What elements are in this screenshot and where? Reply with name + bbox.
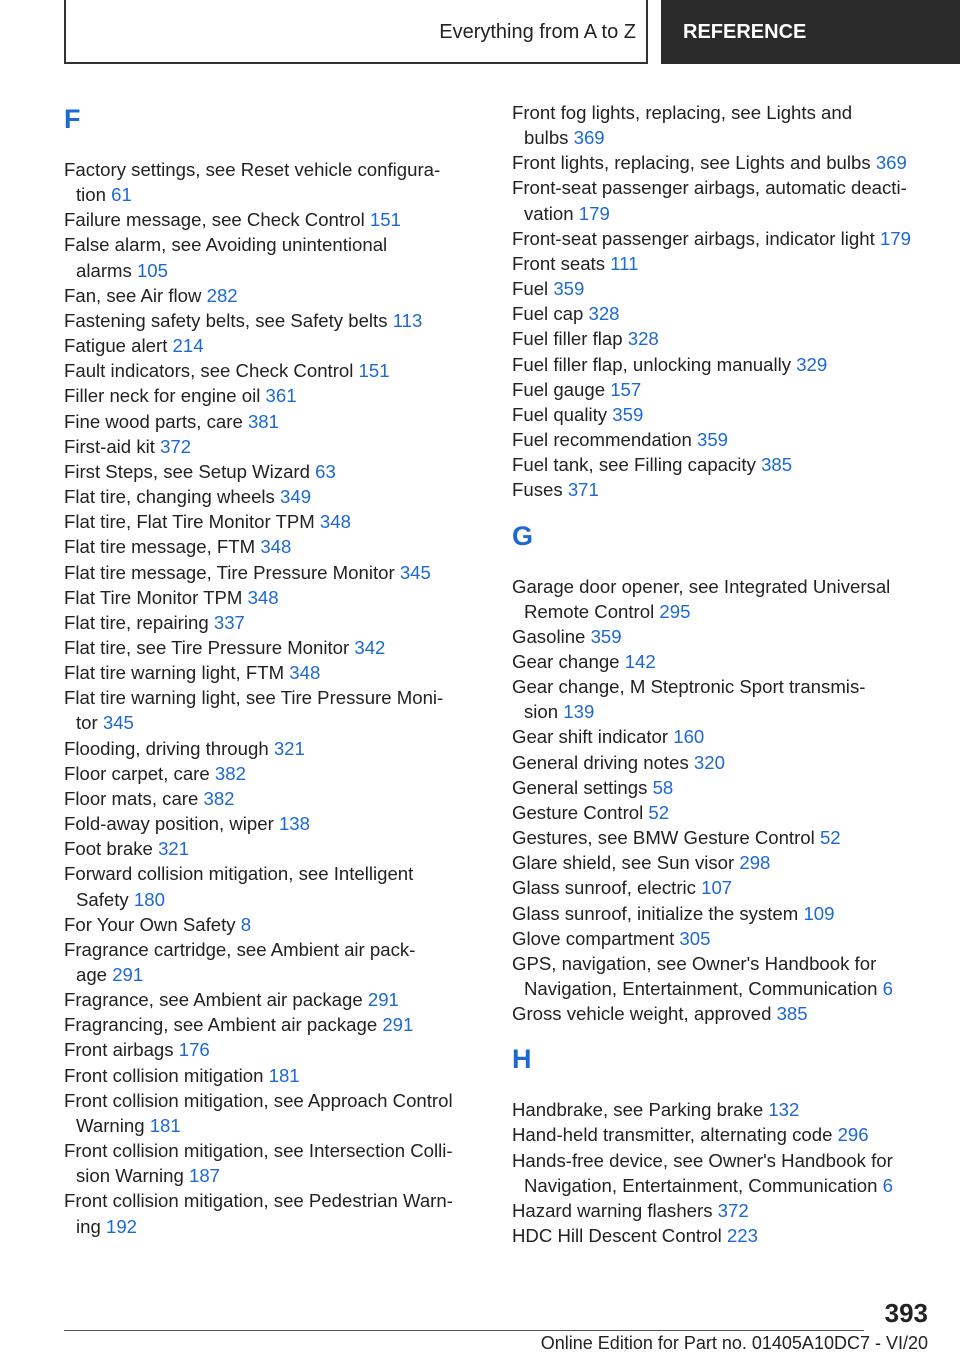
page-number: 393 <box>884 1298 928 1328</box>
index-entry-text: Flat tire warning light, FTM <box>64 662 285 684</box>
index-entry-text: Hazard warning flashers <box>512 1199 713 1221</box>
index-entry <box>512 901 932 926</box>
index-entry <box>512 175 932 225</box>
index-entry-text: Fuel filler flap <box>512 328 623 350</box>
page-reference-link[interactable]: 348 <box>319 511 351 533</box>
page-reference-link[interactable]: 132 <box>768 1099 800 1121</box>
index-entry-text: Fault indicators, see Check Control <box>64 360 354 382</box>
page-reference-link[interactable]: 291 <box>112 964 144 985</box>
index-entry <box>512 301 932 326</box>
index-entry-text: Fuel filler flap, unlocking manually <box>512 353 792 375</box>
index-entry <box>64 207 474 232</box>
index-entry <box>64 811 474 836</box>
index-entry <box>64 1012 474 1037</box>
index-entry-text: Gross vehicle weight, approved <box>512 1003 772 1025</box>
index-entry-text: Fastening safety belts, see Safety belts <box>64 309 388 331</box>
index-entry-text: Foot brake <box>64 838 153 860</box>
index-entry-text: Fold-away position, wiper <box>64 813 274 835</box>
index-entry-text: Failure message, see Check Control <box>64 209 365 231</box>
index-entry <box>512 850 932 875</box>
index-entry-text: First Steps, see Setup Wizard <box>64 460 310 482</box>
page-reference-link[interactable]: 371 <box>567 479 599 501</box>
index-entry-text: Warning <box>76 1114 145 1136</box>
index-entry <box>64 1088 474 1138</box>
index-entry-text: Gasoline <box>512 625 586 647</box>
index-entry-text: Front lights, replacing, see Lights and bulbs <box>512 152 871 174</box>
page-reference-link[interactable]: 382 <box>203 787 235 809</box>
index-entry-text: Fine wood parts, care <box>64 410 243 432</box>
index-entry <box>64 987 474 1012</box>
page-reference-link[interactable]: 372 <box>717 1199 749 1221</box>
index-entry <box>64 761 474 786</box>
index-entry-text: Fuel quality <box>512 403 608 425</box>
index-entry-text: False alarm, see Avoiding unintentional <box>64 234 388 256</box>
index-entry <box>512 674 932 724</box>
index-entry-text: Fuses <box>512 479 563 501</box>
page-reference-link[interactable]: 138 <box>278 813 310 835</box>
index-entry <box>64 861 474 911</box>
page-reference-link[interactable]: 369 <box>875 152 907 174</box>
index-entry <box>512 775 932 800</box>
page-reference-link[interactable]: 361 <box>265 385 297 407</box>
index-entry-text: Floor carpet, care <box>64 762 210 784</box>
page-reference-link[interactable]: 282 <box>206 284 238 306</box>
index-entry-text: Front collision mitigation <box>64 1064 264 1086</box>
page-reference-link[interactable]: 179 <box>578 202 610 224</box>
index-entry-text: tion <box>76 184 106 206</box>
header-section-title: Everything from A to Z <box>439 20 636 43</box>
index-entry-text: Glass sunroof, initialize the system <box>512 902 799 924</box>
index-entry-text: Front collision mitigation, see Approach Control <box>64 1089 453 1111</box>
page-reference-link[interactable]: 345 <box>399 561 431 583</box>
index-letter-heading: F <box>64 104 81 134</box>
index-entry-text: Fragrance, see Ambient air package <box>64 989 363 1011</box>
index-entry <box>512 1097 932 1122</box>
index-entry <box>64 484 474 509</box>
index-entry <box>64 534 474 559</box>
index-entry <box>64 1188 474 1238</box>
page-reference-link[interactable]: 321 <box>273 737 305 759</box>
page-reference-link[interactable]: 359 <box>590 625 622 647</box>
index-entry <box>512 427 932 452</box>
index-entry <box>512 750 932 775</box>
page-reference-link[interactable]: 180 <box>133 888 165 910</box>
index-entry-text: Safety <box>76 888 129 910</box>
index-entry <box>512 377 932 402</box>
page-reference-link[interactable]: 61 <box>111 184 132 206</box>
index-entry-text: Flat tire, repairing <box>64 611 209 633</box>
index-entry-text: Fuel <box>512 278 549 300</box>
index-column-left <box>64 100 474 1239</box>
index-entry-text: Front seats <box>512 252 606 274</box>
page-reference-link[interactable]: 328 <box>627 328 659 350</box>
index-entry <box>512 150 932 175</box>
index-entry-text: Glass sunroof, electric <box>512 877 696 899</box>
index-entry <box>64 610 474 635</box>
index-entry-text: HDC Hill Descent Control <box>512 1225 722 1247</box>
page-reference-link[interactable]: 111 <box>610 252 639 274</box>
index-entry-text: Flat tire, see Tire Pressure Monitor <box>64 636 350 658</box>
index-entry-text: Glare shield, see Sun visor <box>512 852 735 874</box>
page-reference-link[interactable]: 359 <box>697 429 729 451</box>
page-reference-link[interactable]: 372 <box>160 435 192 457</box>
index-entry <box>512 402 932 427</box>
index-entry <box>512 624 932 649</box>
page-reference-link[interactable]: 151 <box>369 209 401 231</box>
index-entry <box>512 1198 932 1223</box>
page-reference-link[interactable]: 63 <box>315 460 336 482</box>
index-entry-text: Navigation, Entertainment, Communication <box>524 1174 878 1196</box>
index-entry <box>64 157 474 207</box>
page-reference-link[interactable]: 187 <box>189 1165 221 1187</box>
page-reference-link[interactable]: 381 <box>247 410 279 432</box>
index-entry-text: GPS, navigation, see Owner's Handbook for <box>512 952 877 974</box>
page-reference-link[interactable]: 181 <box>149 1114 181 1136</box>
index-entry <box>512 875 932 900</box>
index-entry-text: Hand-held transmitter, alternating code <box>512 1124 833 1146</box>
page-reference-link[interactable]: 305 <box>679 927 711 949</box>
index-entry-text: age <box>76 964 108 985</box>
index-entry-text: Flat tire, changing wheels <box>64 486 275 508</box>
index-entry-text: Forward collision mitigation, see Intelligent <box>64 863 414 885</box>
index-entry <box>64 1138 474 1188</box>
index-entry <box>512 951 932 1001</box>
index-entry-text: Front airbags <box>64 1039 174 1061</box>
index-entry-text: Flat tire warning light, see Tire Pressure Moni‐ <box>64 687 444 709</box>
index-entry <box>64 358 474 383</box>
page-reference-link[interactable]: 107 <box>701 877 733 899</box>
index-entry <box>64 232 474 282</box>
page-reference-link[interactable]: 295 <box>659 600 691 622</box>
index-entry-text: Front collision mitigation, see Intersection Colli‐ <box>64 1140 453 1162</box>
index-entry-text: Flat tire message, FTM <box>64 536 256 558</box>
index-entry <box>512 251 932 276</box>
index-entry <box>64 585 474 610</box>
page-reference-link[interactable]: 369 <box>573 127 605 149</box>
index-entry <box>64 283 474 308</box>
page-reference-link[interactable]: 8 <box>240 913 252 935</box>
page-reference-link[interactable]: 214 <box>172 335 204 357</box>
page-reference-link[interactable]: 142 <box>624 650 656 672</box>
index-entry <box>64 635 474 660</box>
page-reference-link[interactable]: 359 <box>553 278 585 300</box>
index-entry-text: Gear shift indicator <box>512 726 669 748</box>
index-entry-text: Fan, see Air flow <box>64 284 202 306</box>
index-entry <box>64 937 474 987</box>
index-entry-text: bulbs <box>524 127 569 149</box>
page-reference-link[interactable]: 113 <box>392 309 423 331</box>
index-entry <box>64 1063 474 1088</box>
index-entry <box>64 1037 474 1062</box>
index-entry-text: Front fog lights, replacing, see Lights and <box>512 102 853 123</box>
index-entry <box>512 452 932 477</box>
index-entry <box>512 825 932 850</box>
index-entry <box>64 383 474 408</box>
page-reference-link[interactable]: 223 <box>726 1225 758 1247</box>
page-reference-link[interactable]: 151 <box>358 360 390 382</box>
page-reference-link[interactable]: 6 <box>882 978 893 999</box>
index-entry <box>64 434 474 459</box>
index-entry <box>512 649 932 674</box>
index-entry-text: ing <box>76 1215 101 1237</box>
index-entry <box>512 724 932 749</box>
footer-edition: Online Edition for Part no. 01405A10DC7 - VI/20 <box>540 1333 928 1353</box>
page-reference-link[interactable]: 291 <box>382 1014 414 1036</box>
page-reference-link[interactable]: 176 <box>178 1039 210 1061</box>
index-entry-text: Fuel cap <box>512 303 584 325</box>
index-entry-text: For Your Own Safety <box>64 913 236 935</box>
index-entry-text: Front collision mitigation, see Pedestrian Warn‐ <box>64 1190 453 1212</box>
index-entry-text: Flat Tire Monitor TPM <box>64 586 243 608</box>
index-entry <box>64 836 474 861</box>
index-entry <box>64 509 474 534</box>
index-entry-text: General settings <box>512 776 648 798</box>
index-entry <box>512 326 932 351</box>
index-entry <box>64 912 474 937</box>
index-entry-text: Gesture Control <box>512 801 644 823</box>
page-reference-link[interactable]: 382 <box>214 762 246 784</box>
index-entry-text: alarms <box>76 259 132 281</box>
index-entry <box>512 276 932 301</box>
index-entry <box>512 1001 932 1026</box>
index-entry <box>512 1148 932 1198</box>
index-entry-text: Handbrake, see Parking brake <box>512 1099 764 1121</box>
index-entry <box>64 560 474 585</box>
page-reference-link[interactable]: 337 <box>213 611 245 633</box>
index-entry-text: Fuel tank, see Filling capacity <box>512 454 756 476</box>
index-entry <box>512 926 932 951</box>
index-entry <box>512 800 932 825</box>
index-entry <box>64 685 474 735</box>
index-entry-text: sion Warning <box>76 1165 184 1187</box>
index-entry-text: Fatigue alert <box>64 335 168 357</box>
index-entry <box>64 308 474 333</box>
page-reference-link[interactable]: 157 <box>610 378 642 400</box>
page-reference-link[interactable]: 359 <box>612 403 644 425</box>
page-reference-link[interactable]: 385 <box>776 1003 808 1025</box>
page-reference-link[interactable]: 105 <box>136 259 168 281</box>
index-entry-text: Front-seat passenger airbags, automatic deacti‐ <box>512 177 907 199</box>
page-reference-link[interactable]: 348 <box>260 536 292 558</box>
index-entry-text: Flat tire message, Tire Pressure Monitor <box>64 561 395 583</box>
index-entry-text: Front-seat passenger airbags, indicator light <box>512 227 875 249</box>
index-entry-text: Factory settings, see Reset vehicle configura‐ <box>64 159 441 180</box>
page-reference-link[interactable]: 348 <box>289 662 321 684</box>
index-entry-text: vation <box>524 202 574 224</box>
index-entry-text: Hands-free device, see Owner's Handbook for <box>512 1149 893 1171</box>
page-reference-link[interactable]: 192 <box>106 1215 138 1237</box>
index-entry <box>64 660 474 685</box>
page-reference-link[interactable]: 52 <box>819 827 841 849</box>
index-entry-text: Fragrance cartridge, see Ambient air pack‐ <box>64 938 416 960</box>
index-entry-text: Filler neck for engine oil <box>64 385 261 407</box>
page-reference-link[interactable]: 342 <box>354 636 386 658</box>
index-entry-text: Gear change <box>512 650 620 672</box>
page-reference-link[interactable]: 321 <box>158 838 190 860</box>
page-reference-link[interactable]: 320 <box>693 751 725 773</box>
page-reference-link[interactable]: 329 <box>796 353 828 375</box>
index-entry-text: tor <box>76 712 98 734</box>
page-reference-link[interactable]: 298 <box>739 852 771 874</box>
index-entry-text: Garage door opener, see Integrated Universal <box>512 575 891 597</box>
index-entry-text: General driving notes <box>512 751 689 773</box>
page-reference-link[interactable]: 296 <box>837 1124 869 1146</box>
index-entry <box>512 477 932 502</box>
page-reference-link[interactable]: 345 <box>102 712 134 734</box>
page-reference-link[interactable]: 179 <box>879 227 911 249</box>
page-reference-link[interactable]: 139 <box>563 701 595 723</box>
index-entry <box>512 226 932 251</box>
page-reference-link[interactable]: 385 <box>761 454 793 476</box>
index-entry-text: Navigation, Entertainment, Communication <box>524 978 878 999</box>
index-entry <box>64 736 474 761</box>
index-column-right <box>512 100 932 1248</box>
index-entry-text: Flat tire, Flat Tire Monitor TPM <box>64 511 315 533</box>
index-entry <box>512 1122 932 1147</box>
index-entry <box>64 786 474 811</box>
index-entry-text: Fragrancing, see Ambient air package <box>64 1014 378 1036</box>
index-entry <box>64 333 474 358</box>
index-entry-text: Glove compartment <box>512 927 675 949</box>
page-reference-link[interactable]: 58 <box>652 776 674 798</box>
index-entry <box>512 352 932 377</box>
page-reference-link[interactable]: 52 <box>648 801 670 823</box>
index-letter-heading: H <box>512 1044 532 1075</box>
index-entry <box>512 574 932 624</box>
page-reference-link[interactable]: 109 <box>803 902 835 924</box>
page-reference-link[interactable]: 328 <box>588 303 620 325</box>
header-reference-tab: REFERENCE <box>661 0 960 64</box>
index-entry-text: Gear change, M Steptronic Sport transmis‐ <box>512 676 866 698</box>
page-reference-link[interactable]: 348 <box>247 586 279 608</box>
index-entry-text: Gestures, see BMW Gesture Control <box>512 827 815 849</box>
index-entry-text: Flooding, driving through <box>64 737 269 759</box>
page-reference-link[interactable]: 6 <box>882 1174 893 1196</box>
index-letter-heading: G <box>512 520 534 551</box>
page-reference-link[interactable]: 181 <box>268 1064 300 1086</box>
index-entry <box>512 1223 932 1248</box>
index-entry <box>512 100 932 150</box>
index-entry-text: sion <box>524 701 559 723</box>
page-reference-link[interactable]: 349 <box>280 486 312 508</box>
index-entry-text: First-aid kit <box>64 435 155 457</box>
index-entry <box>64 459 474 484</box>
index-entry-text: Remote Control <box>524 600 655 622</box>
index-entry-text: Floor mats, care <box>64 787 199 809</box>
index-entry-text: Fuel gauge <box>512 378 606 400</box>
page-reference-link[interactable]: 160 <box>673 726 705 748</box>
page-reference-link[interactable]: 291 <box>367 989 399 1011</box>
index-entry <box>64 409 474 434</box>
index-entry-text: Fuel recommendation <box>512 429 692 451</box>
footer-divider <box>64 1330 864 1331</box>
